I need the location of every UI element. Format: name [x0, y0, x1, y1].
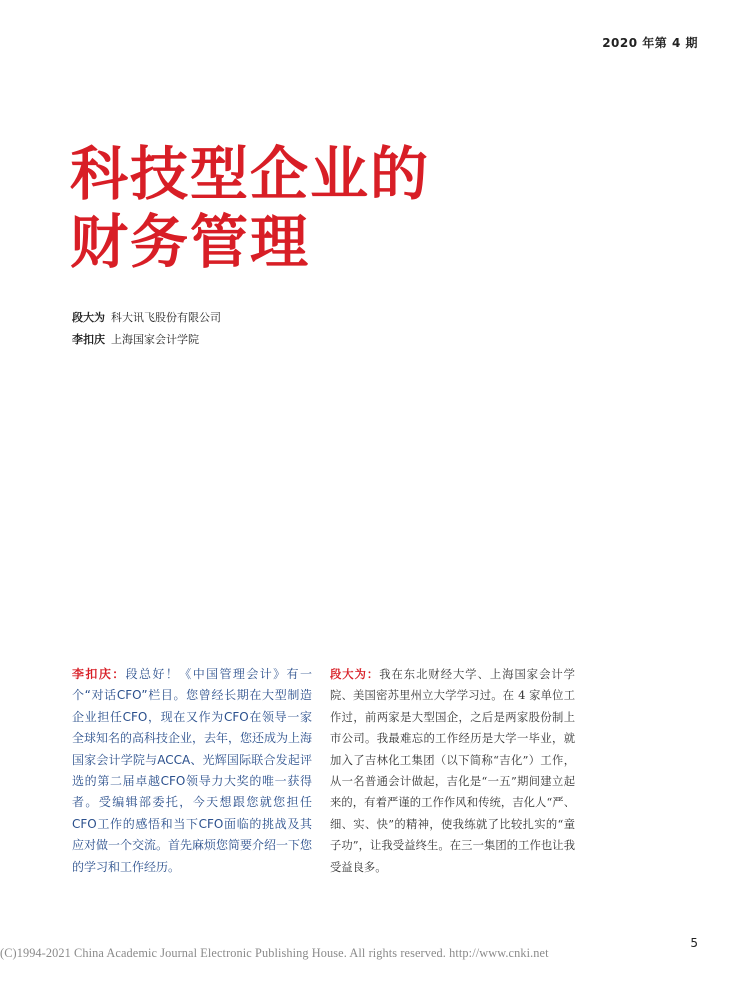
- author-affiliation: 上海国家会计学院: [111, 333, 199, 346]
- author-name: 李扣庆: [72, 333, 105, 346]
- speaker-label: 段大为：: [330, 667, 380, 681]
- page-number: 5: [690, 936, 698, 950]
- author-item: [72, 310, 221, 332]
- author-name: 段大为: [72, 311, 105, 324]
- issue-label: 2020 年第 4 期: [602, 36, 698, 50]
- body-column-left: [72, 664, 312, 878]
- title-line-2: 财务管理: [70, 208, 311, 276]
- copyright-footer: (C)1994-2021 China Academic Journal Electronic Publishing House. All rights reserved. http://www.cnki.net: [0, 946, 549, 960]
- author-list: [72, 310, 221, 354]
- body-text: 段总好！《中国管理会计》有一个“对话CFO”栏目。您曾经长期在大型制造企业担任CFO，现在又作为CFO在领导一家全球知名的高科技企业，去年，您还成为上海国家会计学院与ACCA、光辉国际联合发起评选的第二届卓越CFO领导力大奖的唯一获得者。受编辑部委托，今天想跟您就您担任CFO工作的感悟和当下CFO面临的挑战及其应对做一个交流。首先麻烦您简要介绍一下您的学习和工作经历。: [72, 667, 313, 874]
- title-line-1: 科技型企业的: [70, 140, 431, 208]
- author-affiliation: 科大讯飞股份有限公司: [111, 311, 221, 324]
- author-item: [72, 332, 221, 354]
- article-title: [70, 140, 430, 276]
- speaker-label: 李扣庆：: [72, 667, 126, 681]
- body-text: 我在东北财经大学、上海国家会计学院、美国密苏里州立大学学习过。在 4 家单位工作过，前两家是大型国企，之后是两家股份制上市公司。我最难忘的工作经历是大学一毕业，就加入了吉林化工集团（以下简称“吉化”）工作，从一名普通会计做起，吉化是“一五”期间建立起来的，有着严谨的工作作风和传统，吉化人“严、细、实、快”的精神，使我练就了比较扎实的“童子功”，让我受益终生。在三一集团的工作也让我受益良多。: [330, 668, 575, 874]
- body-column-right: [330, 664, 575, 878]
